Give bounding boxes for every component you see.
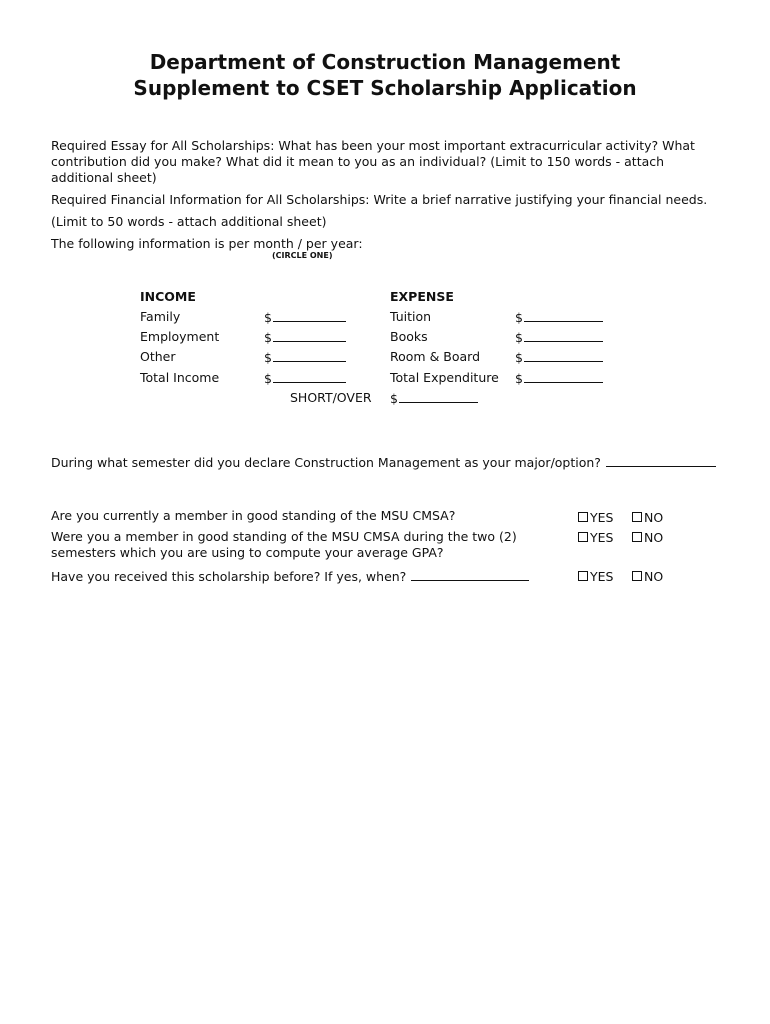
- dollar-sign: $: [264, 371, 272, 386]
- semester-answer-line[interactable]: [606, 454, 716, 467]
- semester-question: [51, 454, 716, 471]
- income-total-field[interactable]: [264, 370, 346, 386]
- received-before-text: Have you received this scholarship before? If yes, when?: [51, 569, 407, 584]
- document-title-line1: Department of Construction Management: [149, 50, 621, 74]
- blank-line[interactable]: [273, 349, 346, 362]
- dollar-sign: $: [515, 310, 523, 325]
- dollar-sign: $: [264, 310, 272, 325]
- expense-total-field[interactable]: [515, 370, 603, 386]
- expense-room-board-label: Room & Board: [390, 349, 481, 364]
- blank-line[interactable]: [524, 349, 603, 362]
- blank-line[interactable]: [524, 329, 603, 342]
- dollar-sign: $: [390, 391, 398, 406]
- checkbox-icon[interactable]: [632, 532, 642, 542]
- checkbox-icon[interactable]: [632, 571, 642, 581]
- cmsa-member-question: Are you currently a member in good standing of the MSU CMSA?: [51, 508, 456, 523]
- no-option-3[interactable]: [632, 569, 663, 584]
- no-option-2[interactable]: [632, 530, 663, 545]
- dollar-sign: $: [515, 371, 523, 386]
- expense-books-field[interactable]: [515, 329, 603, 345]
- checkbox-icon[interactable]: [578, 512, 588, 522]
- word-limit-note: (Limit to 50 words - attach additional sheet): [51, 214, 327, 229]
- expense-header: EXPENSE: [390, 289, 454, 304]
- document-title-line2: Supplement to CSET Scholarship Application: [133, 76, 637, 100]
- dollar-sign: $: [515, 350, 523, 365]
- yes-label: YES: [590, 569, 614, 584]
- expense-tuition-label: Tuition: [390, 309, 432, 324]
- expense-room-board-field[interactable]: [515, 349, 603, 365]
- no-label: NO: [644, 510, 664, 525]
- blank-line[interactable]: [399, 390, 478, 403]
- dollar-sign: $: [264, 330, 272, 345]
- income-other-field[interactable]: [264, 349, 346, 365]
- semester-question-text: During what semester did you declare Construction Management as your major/option?: [51, 455, 601, 470]
- period-instructions: The following information is per month / per year:: [51, 236, 363, 251]
- income-employment-label: Employment: [140, 329, 220, 344]
- no-option-1[interactable]: [632, 510, 663, 525]
- income-family-label: Family: [140, 309, 181, 324]
- income-family-field[interactable]: [264, 309, 346, 325]
- checkbox-icon[interactable]: [578, 571, 588, 581]
- dollar-sign: $: [515, 330, 523, 345]
- dollar-sign: $: [264, 350, 272, 365]
- yes-label: YES: [590, 510, 614, 525]
- no-label: NO: [644, 530, 664, 545]
- income-employment-field[interactable]: [264, 329, 346, 345]
- blank-line[interactable]: [273, 329, 346, 342]
- yes-option-3[interactable]: [578, 569, 613, 584]
- income-total-label: Total Income: [140, 370, 220, 385]
- expense-total-label: Total Expenditure: [390, 370, 499, 385]
- yes-label: YES: [590, 530, 614, 545]
- income-header: INCOME: [140, 289, 196, 304]
- expense-books-label: Books: [390, 329, 428, 344]
- yes-option-2[interactable]: [578, 530, 613, 545]
- blank-line[interactable]: [273, 370, 346, 383]
- checkbox-icon[interactable]: [632, 512, 642, 522]
- received-when-line[interactable]: [411, 568, 529, 581]
- short-over-field[interactable]: [390, 390, 478, 406]
- blank-line[interactable]: [273, 309, 346, 322]
- essay-instructions: Required Essay for All Scholarships: What has been your most important extracurricular activity? What contribution did you make? What did it mean to you as an individual? (Limit to 150 words - attach additional sheet): [51, 138, 695, 185]
- short-over-label: SHORT/OVER: [290, 390, 372, 405]
- circle-one-note: (CIRCLE ONE): [272, 251, 333, 260]
- expense-tuition-field[interactable]: [515, 309, 603, 325]
- blank-line[interactable]: [524, 309, 603, 322]
- received-before-question: [51, 568, 529, 585]
- cmsa-gpa-question: Were you a member in good standing of the MSU CMSA during the two (2) semesters which you are using to compute your average GPA?: [51, 529, 517, 560]
- checkbox-icon[interactable]: [578, 532, 588, 542]
- no-label: NO: [644, 569, 664, 584]
- yes-option-1[interactable]: [578, 510, 613, 525]
- blank-line[interactable]: [524, 370, 603, 383]
- financial-instructions: Required Financial Information for All Scholarships: Write a brief narrative justifying your financial needs.: [51, 192, 708, 207]
- income-other-label: Other: [140, 349, 176, 364]
